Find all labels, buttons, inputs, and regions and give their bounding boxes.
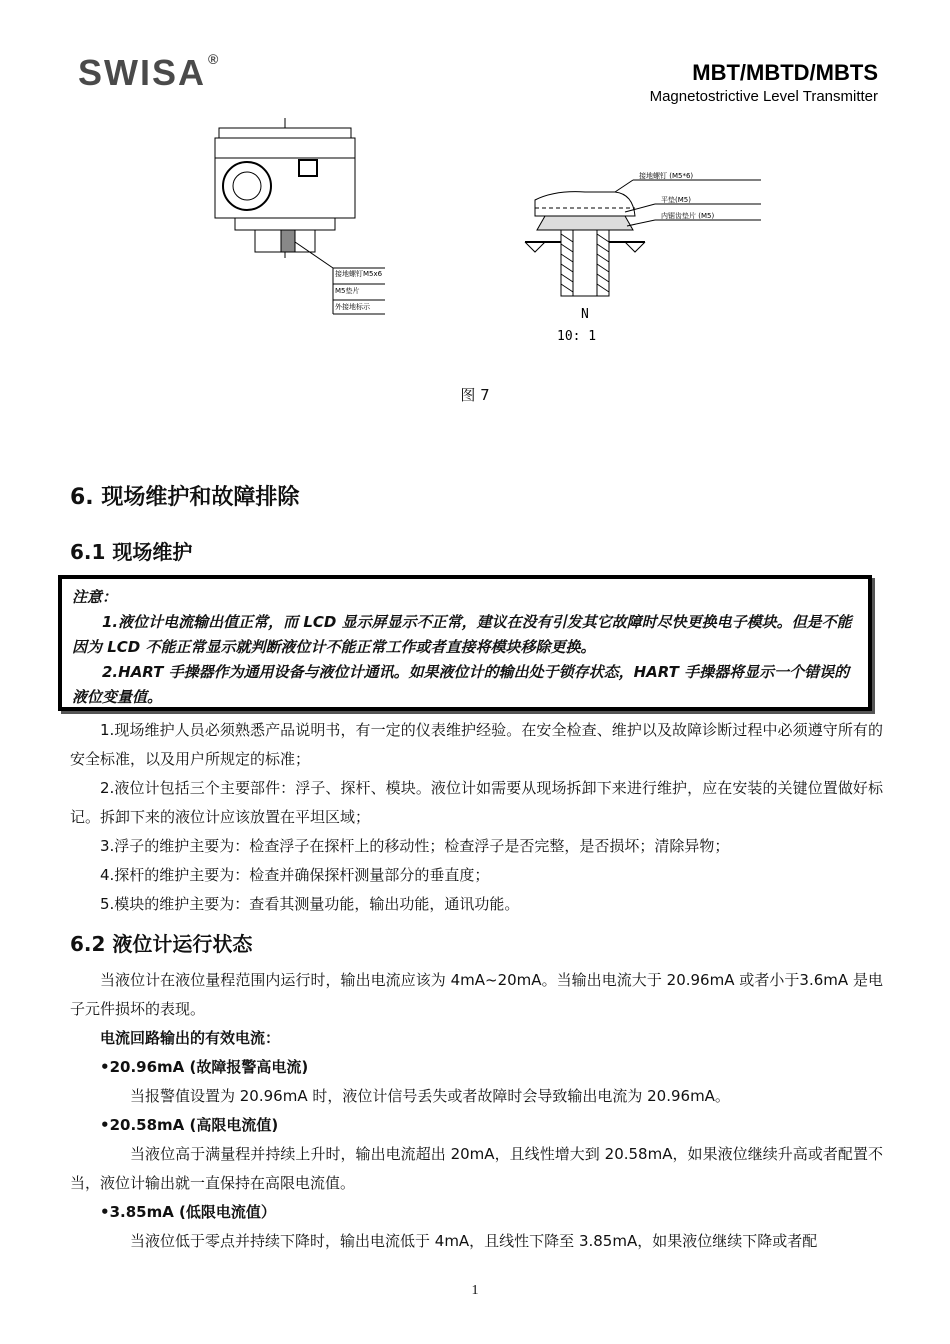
current-item-text: 当液位低于零点并持续下降时，输出电流低于 4mA，且线性下降至 3.85mA，如果液位继续下降或者配 bbox=[130, 1232, 818, 1250]
current-item-text: 当液位高于满量程并持续上升时，输出电流超出 20mA，且线性增大到 20.58mA，如果液位继续升高或者配置不当，液位计输出就一直保持在高限电流值。 bbox=[70, 1145, 883, 1192]
current-item-text: 当报警值设置为 20.96mA 时，液位计信号丢失或者故障时会导致输出电流为 20.96mA。 bbox=[130, 1087, 730, 1105]
scale-label: 10: 1 bbox=[557, 329, 597, 344]
valid-current-heading: 电流回路输出的有效电流： bbox=[100, 1029, 281, 1047]
section-6-heading: 6. 现场维护和故障排除 bbox=[70, 485, 300, 510]
current-item-title: •20.58mA (高限电流值) bbox=[100, 1116, 279, 1134]
maintenance-item: 1.现场维护人员必须熟悉产品说明书，有一定的仪表维护经验。在安全检查、维护以及故障诊断过程中必须遵守所有的安全标准，以及用户所规定的标准； bbox=[70, 721, 883, 768]
figure-caption: 图 7 bbox=[460, 386, 490, 404]
right-label-3: 内锯齿垫片 (M5) bbox=[661, 212, 715, 220]
notice-item-2: 2.HART 手操器作为通用设备与液位计通讯。如果液位计的输出处于锁存状态，HART 手操器将显示一个错误的液位变量值。 bbox=[72, 663, 850, 706]
document-title: MBT/MBTD/MBTS bbox=[692, 60, 878, 85]
section-6-2-intro: 当液位计在液位量程范围内运行时，输出电流应该为 4mA~20mA。当输出电流大于 20.96mA 或者小于3.6mA 是电子元件损坏的表现。 bbox=[70, 971, 883, 1018]
notice-label: 注意： bbox=[72, 588, 118, 606]
housing-drawing bbox=[205, 118, 395, 318]
brand-logo: SWISA ® bbox=[78, 51, 221, 93]
screw-detail-drawing bbox=[515, 168, 775, 348]
page-number: 1 bbox=[471, 1283, 479, 1298]
document-subtitle: Magnetostrictive Level Transmitter bbox=[649, 88, 878, 105]
section-6-1-heading: 6.1 现场维护 bbox=[70, 540, 193, 564]
maintenance-list bbox=[70, 716, 883, 919]
notice-box bbox=[58, 575, 872, 711]
notice-item-1: 1.液位计电流输出值正常，而 LCD 显示屏显示不正常，建议在没有引发其它故障时尽快更换电子模块。但是不能因为 LCD 不能正常显示就判断液位计不能正常工作或者直接将模块移除更换。 bbox=[72, 613, 852, 656]
current-item-title: •3.85mA (低限电流值） bbox=[100, 1203, 276, 1221]
section-6-2-body bbox=[70, 966, 883, 1256]
maintenance-item: 4.探杆的维护主要为：检查并确保探杆测量部分的垂直度； bbox=[100, 866, 490, 884]
maintenance-item: 3.浮子的维护主要为：检查浮子在探杆上的移动性；检查浮子是否完整，是否损坏；清除异物； bbox=[100, 837, 730, 855]
current-item-title: •20.96mA (故障报警高电流) bbox=[100, 1058, 309, 1076]
right-label-2: 平垫(M5) bbox=[661, 196, 691, 204]
view-label: N bbox=[581, 307, 589, 322]
left-label-1: 接地螺钉M5x6 bbox=[335, 270, 383, 278]
section-6-2-heading: 6.2 液位计运行状态 bbox=[70, 932, 253, 956]
right-label-1: 接地螺钉 (M5*6) bbox=[639, 172, 694, 180]
left-label-2: M5垫片 bbox=[335, 287, 360, 295]
registered-mark: ® bbox=[208, 51, 221, 67]
maintenance-item: 2.液位计包括三个主要部件：浮子、探杆、模块。液位计如需要从现场拆卸下来进行维护，应在安装的关键位置做好标记。拆卸下来的液位计应该放置在平坦区域； bbox=[70, 779, 883, 826]
maintenance-item: 5.模块的维护主要为：查看其测量功能，输出功能，通讯功能。 bbox=[100, 895, 520, 913]
left-label-3: 外接地标示 bbox=[335, 303, 370, 311]
